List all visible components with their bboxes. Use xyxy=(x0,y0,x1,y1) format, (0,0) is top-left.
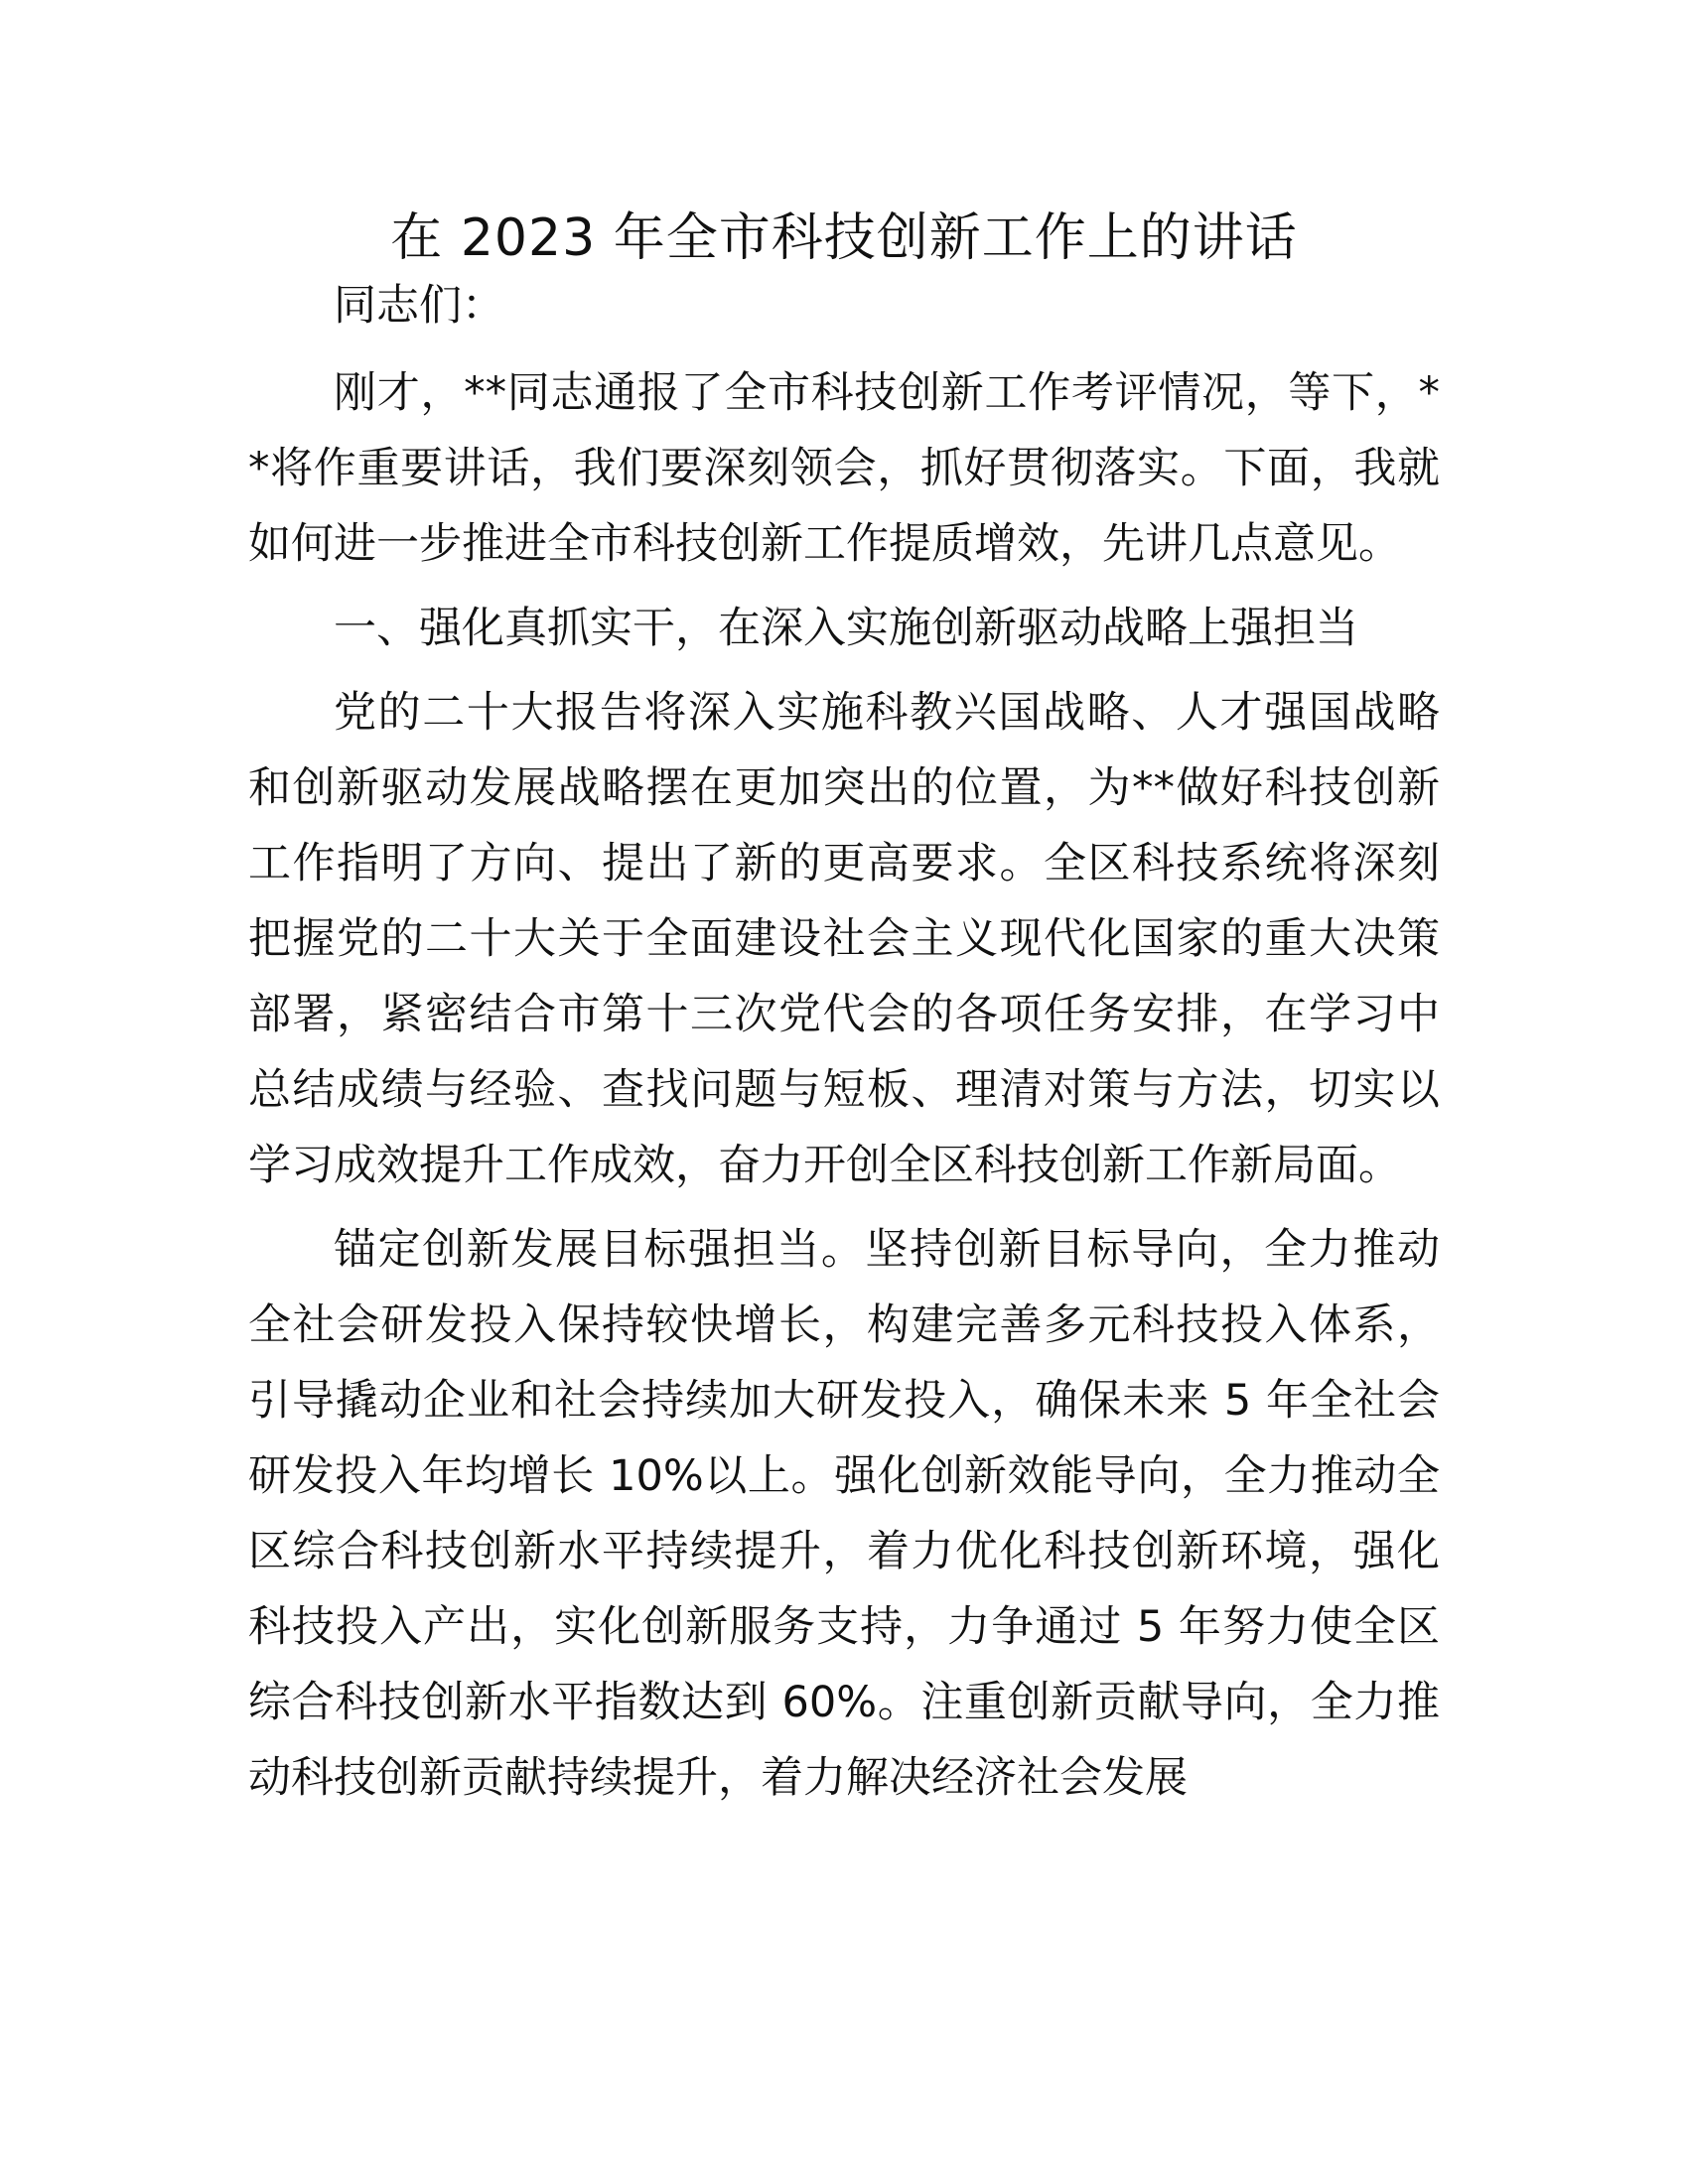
section-heading-1: 一、强化真抓实干，在深入实施创新驱动战略上强担当 xyxy=(334,604,1358,653)
document-title: 在 2023 年全市科技创新工作上的讲话 xyxy=(390,208,1298,268)
paragraph-innovation-goals: 锚定创新发展目标强担当。坚持创新目标导向，全力推动全社会研发投入保持较快增长，构建完善多元科技投入体系，引导撬动企业和社会持续加大研发投入，确保未来 5 年全社会研发投入年均增长 10%以上。强化创新效能导向，全力推动全区综合科技创新水平持续提升，着力优化科技创新环境，强化科技投入产出，实化创新服务支持，力争通过 5 年努力使全区综合科技创新水平指数达到 60%。注重创新贡献导向，全力推动科技创新贡献持续提升，着力解决经济社会发展 xyxy=(248,1225,1440,1803)
paragraph-section-1-intro: 党的二十大报告将深入实施科教兴国战略、人才强国战略和创新驱动发展战略摆在更加突出的位置，为**做好科技创新工作指明了方向、提出了新的更高要求。全区科技系统将深刻把握党的二十大关于全面建设社会主义现代化国家的重大决策部署，紧密结合市第十三次党代会的各项任务安排，在学习中总结成绩与经验、查找问题与短板、理清对策与方法，切实以学习成效提升工作成效，奋力开创全区科技创新工作新局面。 xyxy=(248,688,1440,1190)
document-body xyxy=(248,268,1440,1825)
greeting-line: 同志们： xyxy=(334,281,504,331)
paragraph-opening: 刚才，**同志通报了全市科技创新工作考评情况，等下，**将作重要讲话，我们要深刻领会，抓好贯彻落实。下面，我就如何进一步推进全市科技创新工作提质增效，先讲几点意见。 xyxy=(248,368,1440,569)
